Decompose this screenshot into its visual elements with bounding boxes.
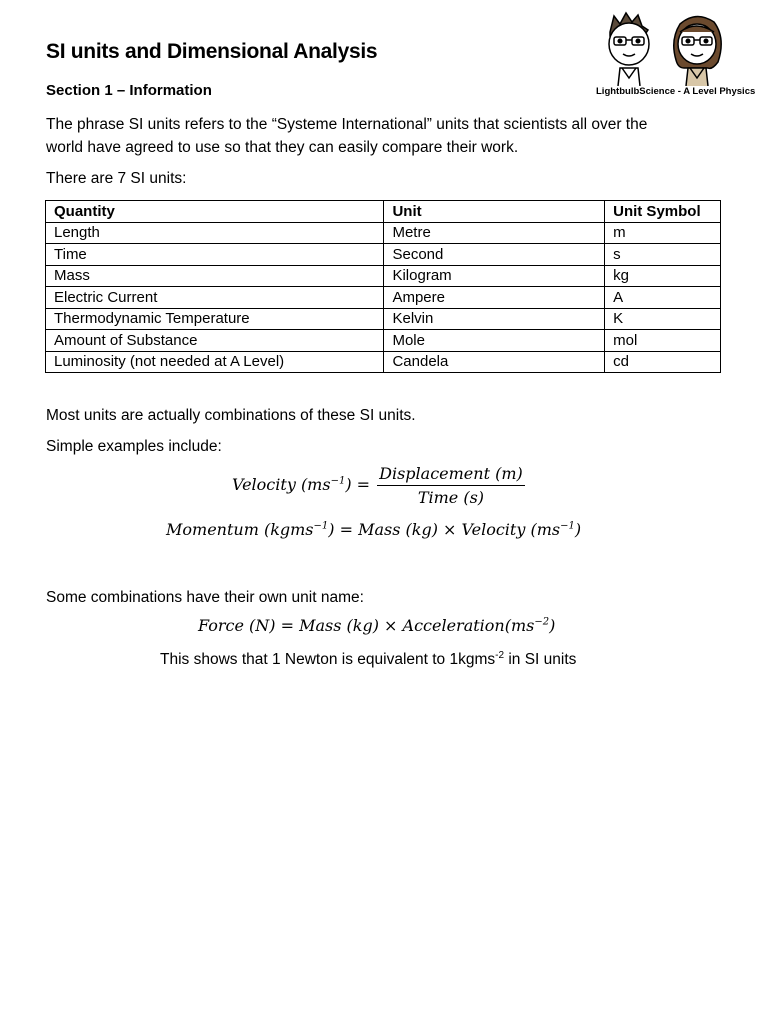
lightbulbscience-logo-icon [596, 10, 748, 86]
quantity-cell: Time [46, 244, 384, 266]
table-row [46, 287, 721, 309]
intro-paragraph [46, 113, 647, 159]
table-row [46, 308, 721, 330]
logo [596, 10, 756, 102]
symbol-cell: A [605, 287, 721, 309]
unit-cell: Ampere [384, 287, 605, 309]
table-row [46, 351, 721, 373]
force-equation [198, 616, 555, 635]
newton-text-before: This shows that 1 Newton is equivalent to 1kgms [160, 651, 496, 669]
table-header-cell: Unit [384, 201, 605, 223]
momentum-part-3: ) [574, 520, 582, 539]
force-part-1: Force (N) = Mass (kg) × Acceleration(ms [198, 616, 535, 635]
symbol-cell: s [605, 244, 721, 266]
table-header-row [46, 201, 721, 223]
quantity-cell: Mass [46, 265, 384, 287]
momentum-equation [166, 520, 581, 539]
velocity-lhs: Velocity (ms [232, 475, 331, 494]
symbol-cell: cd [605, 351, 721, 373]
section-heading: Section 1 – Information [46, 82, 212, 99]
force-exponent: −2 [534, 616, 550, 628]
quantity-cell: Amount of Substance [46, 330, 384, 352]
symbol-cell: K [605, 308, 721, 330]
velocity-numerator: Displacement (m) [377, 464, 525, 486]
own-unit-name-text: Some combinations have their own unit name: [46, 589, 364, 606]
si-units-table [45, 200, 721, 373]
momentum-exponent-2: −1 [560, 520, 575, 532]
momentum-part-1: Momentum (kgms [166, 520, 314, 539]
table-row [46, 222, 721, 244]
velocity-fraction [377, 464, 525, 507]
velocity-lhs-exponent: −1 [330, 475, 346, 487]
unit-cell: Kelvin [384, 308, 605, 330]
velocity-denominator: Time (s) [417, 488, 485, 507]
quantity-cell: Luminosity (not needed at A Level) [46, 351, 384, 373]
table-header-cell: Quantity [46, 201, 384, 223]
intro-line-1: The phrase SI units refers to the “Systeme International” units that scientists all over the [46, 116, 648, 133]
unit-cell: Candela [384, 351, 605, 373]
symbol-cell: mol [605, 330, 721, 352]
velocity-lhs-end: ) = [345, 475, 371, 494]
unit-cell: Metre [384, 222, 605, 244]
examples-text: Simple examples include: [46, 438, 222, 455]
table-header-cell: Unit Symbol [605, 201, 721, 223]
table-row [46, 265, 721, 287]
newton-text-exponent: -2 [495, 650, 505, 661]
table-row [46, 330, 721, 352]
newton-text-after: in SI units [504, 651, 577, 669]
symbol-cell: kg [605, 265, 721, 287]
quantity-cell: Thermodynamic Temperature [46, 308, 384, 330]
momentum-exponent-1: −1 [313, 520, 329, 532]
page-title: SI units and Dimensional Analysis [46, 40, 378, 63]
unit-cell: Mole [384, 330, 605, 352]
velocity-equation [232, 464, 527, 507]
unit-cell: Second [384, 244, 605, 266]
quantity-cell: Electric Current [46, 287, 384, 309]
momentum-part-2: ) = Mass (kg) × Velocity (ms [328, 520, 561, 539]
force-part-2: ) [549, 616, 556, 635]
combinations-text: Most units are actually combinations of these SI units. [46, 407, 416, 424]
unit-cell: Kilogram [384, 265, 605, 287]
newton-equivalence-text [160, 650, 576, 669]
intro-line-2: world have agreed to use so that they can easily compare their work. [46, 139, 519, 156]
table-row [46, 244, 721, 266]
symbol-cell: m [605, 222, 721, 244]
si-count-text: There are 7 SI units: [46, 170, 187, 187]
quantity-cell: Length [46, 222, 384, 244]
logo-caption: LightbulbScience - A Level Physics [596, 86, 756, 97]
